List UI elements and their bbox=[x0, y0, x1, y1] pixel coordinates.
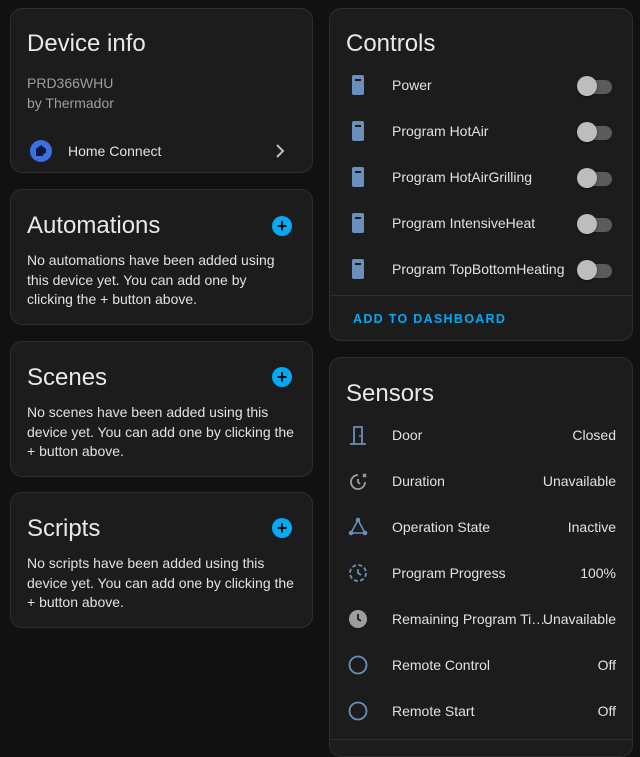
controls-divider bbox=[330, 295, 632, 296]
timer-off-icon bbox=[346, 469, 370, 493]
control-row-program-topbottomheating[interactable] bbox=[330, 246, 632, 292]
controls-card bbox=[329, 8, 633, 341]
sensor-label: Remote Start bbox=[392, 703, 475, 719]
sensor-value: Unavailable bbox=[542, 611, 616, 627]
scenes-title: Scenes bbox=[27, 364, 108, 391]
home-connect-icon bbox=[29, 139, 53, 163]
sensor-label: Door bbox=[392, 427, 423, 443]
scripts-empty-text: No scripts have been added using this device yet. You can add one by clicking the + button above. bbox=[27, 555, 294, 610]
sensor-value: Unavailable bbox=[542, 473, 616, 489]
scenes-empty-text: No scenes have been added using this device yet. You can add one by clicking the + button above. bbox=[27, 404, 294, 459]
sensor-row-remaining-program-time[interactable] bbox=[330, 596, 632, 642]
sensor-value: Inactive bbox=[567, 519, 616, 535]
add-to-dashboard-button[interactable]: ADD TO DASHBOARD bbox=[353, 312, 507, 326]
power-toggle[interactable] bbox=[578, 75, 612, 95]
control-label: Power bbox=[392, 77, 432, 93]
integration-link[interactable] bbox=[11, 133, 312, 169]
device-model: PRD366WHU bbox=[27, 75, 114, 91]
automations-empty-text: No automations have been added using this device yet. You can add one by clicking the + button above. bbox=[27, 252, 275, 307]
program-hotair-toggle[interactable] bbox=[578, 121, 612, 141]
device-manufacturer: by Thermador bbox=[27, 95, 114, 111]
sensor-value: Off bbox=[597, 703, 616, 719]
program-topbottomheating-toggle[interactable] bbox=[578, 259, 612, 279]
sensor-label: Duration bbox=[392, 473, 445, 489]
sensor-row-door[interactable] bbox=[330, 412, 632, 458]
device-info-card bbox=[10, 8, 313, 173]
device-info-title: Device info bbox=[27, 30, 146, 57]
sensor-label: Program Progress bbox=[392, 565, 506, 581]
automations-title: Automations bbox=[27, 212, 161, 239]
appliance-icon bbox=[346, 165, 370, 189]
circle-outline-icon bbox=[346, 653, 370, 677]
integration-label: Home Connect bbox=[68, 143, 162, 159]
sensor-label: Operation State bbox=[392, 519, 491, 535]
program-intensiveheat-toggle[interactable] bbox=[578, 213, 612, 233]
sensor-label: Remaining Program Ti… bbox=[392, 611, 546, 627]
appliance-icon bbox=[346, 211, 370, 235]
sensor-row-remote-start[interactable] bbox=[330, 688, 632, 734]
clock-icon bbox=[346, 607, 370, 631]
scripts-card bbox=[10, 492, 313, 628]
control-row-program-intensiveheat[interactable] bbox=[330, 200, 632, 246]
control-row-power[interactable] bbox=[330, 62, 632, 108]
sensor-row-duration[interactable] bbox=[330, 458, 632, 504]
control-label: Program HotAir bbox=[392, 123, 489, 139]
sensor-row-remote-control[interactable] bbox=[330, 642, 632, 688]
control-label: Program HotAirGrilling bbox=[392, 169, 533, 185]
scripts-title: Scripts bbox=[27, 515, 101, 542]
sensor-value: Closed bbox=[572, 427, 616, 443]
add-script-button[interactable]: + bbox=[272, 518, 292, 538]
sensors-card bbox=[329, 357, 633, 757]
circle-outline-icon bbox=[346, 699, 370, 723]
chevron-right-icon bbox=[272, 142, 288, 160]
appliance-icon bbox=[346, 73, 370, 97]
sensor-value: 100% bbox=[580, 565, 616, 581]
sensor-label: Remote Control bbox=[392, 657, 491, 673]
automations-card bbox=[10, 189, 313, 325]
controls-title: Controls bbox=[346, 30, 436, 57]
door-icon bbox=[346, 423, 370, 447]
appliance-icon bbox=[346, 119, 370, 143]
control-label: Program TopBottomHeating bbox=[392, 261, 565, 277]
state-machine-icon bbox=[346, 515, 370, 539]
appliance-icon bbox=[346, 257, 370, 281]
add-scene-button[interactable]: + bbox=[272, 367, 292, 387]
sensors-title: Sensors bbox=[346, 380, 435, 407]
control-row-program-hotair[interactable] bbox=[330, 108, 632, 154]
progress-clock-icon bbox=[346, 561, 370, 585]
control-label: Program IntensiveHeat bbox=[392, 215, 536, 231]
add-automation-button[interactable]: + bbox=[272, 216, 292, 236]
sensor-row-program-progress[interactable] bbox=[330, 550, 632, 596]
sensor-row-operation-state[interactable] bbox=[330, 504, 632, 550]
control-row-program-hotairgrilling[interactable] bbox=[330, 154, 632, 200]
scenes-card bbox=[10, 341, 313, 477]
program-hotairgrilling-toggle[interactable] bbox=[578, 167, 612, 187]
sensor-value: Off bbox=[597, 657, 616, 673]
sensors-divider bbox=[330, 739, 632, 740]
